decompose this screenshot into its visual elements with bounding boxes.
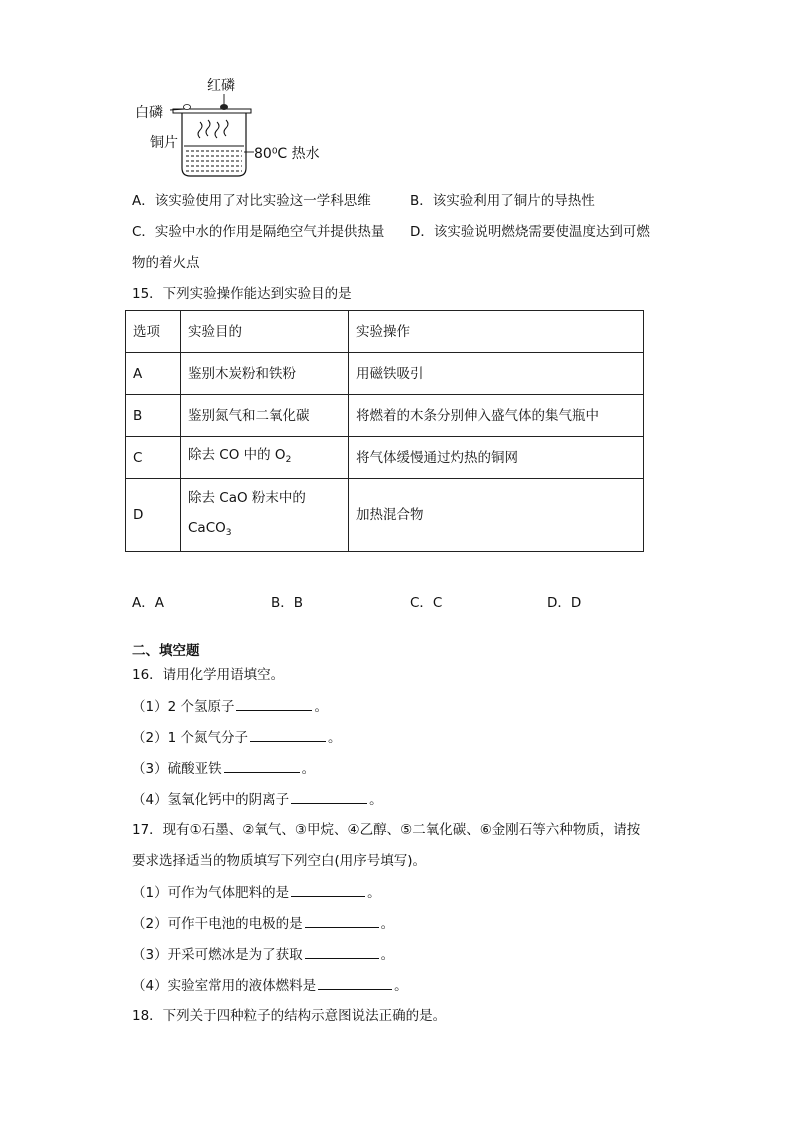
row-c-operation: 将气体缓慢通过灼热的铜网 xyxy=(349,437,644,479)
row-c-purpose-subscript: 2 xyxy=(285,455,292,465)
q17-item-1-text: （1）可作为气体肥料的是 xyxy=(132,885,290,901)
q17-stem-line1: 17．现有①石墨、②氧气、③甲烷、④乙醇、⑤二氧化碳、⑥金刚石等六种物质，请按 xyxy=(132,822,641,838)
red-phosphorus-sample xyxy=(220,104,228,110)
header-purpose: 实验目的 xyxy=(181,311,349,353)
q16-item-2-text: （2）1 个氮气分子 xyxy=(132,730,248,746)
q15-choice-c: C．C xyxy=(410,595,443,611)
row-d-purpose xyxy=(181,479,349,552)
copper-sheet xyxy=(173,109,251,113)
row-a-purpose: 鉴别木炭粉和铁粉 xyxy=(181,353,349,395)
table-row xyxy=(126,353,644,395)
header-operation: 实验操作 xyxy=(349,311,644,353)
q14-option-d: D．该实验说明燃烧需要使温度达到可燃 xyxy=(410,224,650,240)
q17-item-4 xyxy=(132,975,408,996)
steam xyxy=(198,120,228,138)
table-header-row xyxy=(126,311,644,353)
q14-option-c: C．实验中水的作用是隔绝空气并提供热量 xyxy=(132,224,385,240)
q15-table xyxy=(125,310,644,552)
answer-blank[interactable] xyxy=(305,913,379,928)
row-b-operation: 将燃着的木条分别伸入盛气体的集气瓶中 xyxy=(349,395,644,437)
answer-blank[interactable] xyxy=(291,789,367,804)
row-d-purpose-line1: 除去 CaO 粉末中的 xyxy=(188,489,306,506)
water-hatching xyxy=(186,151,242,171)
row-b-option: B xyxy=(126,395,181,437)
q15-choice-d: D．D xyxy=(547,595,582,611)
row-d-purpose-text: CaCO xyxy=(188,519,226,536)
item-end: 。 xyxy=(369,792,383,808)
label-white-phosphorus: 白磷 xyxy=(135,105,163,121)
item-end: 。 xyxy=(327,730,342,746)
label-copper-sheet: 铜片 xyxy=(150,135,178,151)
row-d-operation: 加热混合物 xyxy=(349,479,644,552)
row-c-purpose-text: 除去 CO 中的 O xyxy=(188,447,286,463)
q16-item-1 xyxy=(132,696,328,717)
q17-item-3-text: （3）开采可燃冰是为了获取 xyxy=(132,947,303,963)
header-option: 选项 xyxy=(126,311,181,353)
item-end: 。 xyxy=(380,916,395,932)
label-hot-water: 80⁰C 热水 xyxy=(254,146,320,162)
row-a-option: A xyxy=(126,353,181,395)
q16-item-3 xyxy=(132,758,315,779)
row-c-option: C xyxy=(126,437,181,479)
answer-blank[interactable] xyxy=(250,727,326,742)
row-d-option: D xyxy=(126,479,181,552)
table-row xyxy=(126,437,644,479)
q16-stem: 16．请用化学用语填空。 xyxy=(132,667,285,683)
item-end: 。 xyxy=(394,978,408,994)
q14-option-a: A．该实验使用了对比实验这一学科思维 xyxy=(132,193,371,209)
row-a-operation: 用磁铁吸引 xyxy=(349,353,644,395)
q17-item-1 xyxy=(132,882,381,903)
table-row xyxy=(126,395,644,437)
answer-blank[interactable] xyxy=(305,944,379,959)
row-c-purpose xyxy=(181,437,349,479)
q17-stem-line2: 要求选择适当的物质填写下列空白(用序号填写)。 xyxy=(132,853,427,869)
answer-blank[interactable] xyxy=(291,882,365,897)
row-d-purpose-subscript: 3 xyxy=(225,527,232,538)
beaker xyxy=(182,113,246,176)
table-row xyxy=(126,479,644,552)
q18-stem: 18．下列关于四种粒子的结构示意图说法正确的是。 xyxy=(132,1008,447,1024)
q15-choice-a: A．A xyxy=(132,595,164,611)
q16-item-4 xyxy=(132,789,383,810)
item-end: 。 xyxy=(314,699,328,715)
item-end: 。 xyxy=(301,761,316,777)
q16-item-3-text: （3）硫酸亚铁 xyxy=(132,761,222,777)
answer-blank[interactable] xyxy=(236,696,312,711)
q15-choice-b: B．B xyxy=(271,595,304,611)
row-d-purpose-line2 xyxy=(188,513,341,548)
section-title: 二、填空题 xyxy=(132,643,200,659)
item-end: 。 xyxy=(380,947,395,963)
row-b-purpose: 鉴别氮气和二氧化碳 xyxy=(181,395,349,437)
answer-blank[interactable] xyxy=(318,975,392,990)
q17-item-2 xyxy=(132,913,394,934)
label-red-phosphorus: 红磷 xyxy=(207,78,235,94)
q17-item-2-text: （2）可作干电池的电极的是 xyxy=(132,916,303,932)
q15-stem: 15．下列实验操作能达到实验目的是 xyxy=(132,286,352,302)
q16-item-4-text: （4）氢氧化钙中的阴离子 xyxy=(132,792,290,808)
item-end: 。 xyxy=(367,885,381,901)
q16-item-1-text: （1）2 个氢原子 xyxy=(132,699,235,715)
answer-blank[interactable] xyxy=(224,758,300,773)
q14-option-b: B．该实验利用了铜片的导热性 xyxy=(410,193,595,209)
q14-option-d-cont: 物的着火点 xyxy=(132,255,200,271)
combustion-diagram xyxy=(130,72,330,187)
q17-item-4-text: （4）实验室常用的液体燃料是 xyxy=(132,978,317,994)
q16-item-2 xyxy=(132,727,341,748)
q17-item-3 xyxy=(132,944,394,965)
